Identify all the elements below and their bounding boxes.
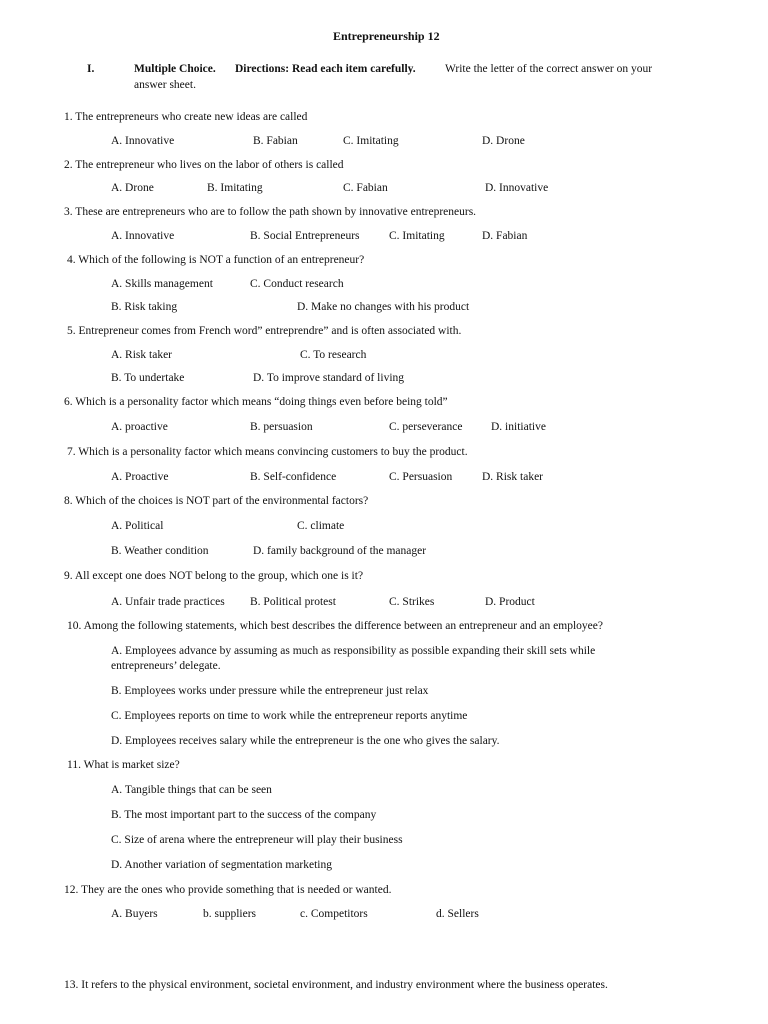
answer-option: C. Size of arena where the entrepreneur will play their business	[111, 834, 403, 846]
question-text: 5. Entrepreneur comes from French word” entreprendre” and is often associated with.	[67, 325, 462, 337]
question-text: 11. What is market size?	[67, 759, 180, 771]
question-text: 9. All except one does NOT belong to the group, which one is it?	[64, 570, 364, 582]
answer-option: D. To improve standard of living	[253, 372, 405, 384]
answer-option: B. persuasion	[250, 421, 313, 433]
answer-option: D. Employees receives salary while the entrepreneur is the one who gives the salary.	[111, 735, 500, 747]
answer-option: A. Buyers	[111, 908, 158, 920]
answer-option: C. Fabian	[343, 182, 388, 194]
question-text: 12. They are the ones who provide something that is needed or wanted.	[64, 884, 392, 896]
question-text: 13. It refers to the physical environment, societal environment, and industry environment where the business operates.	[64, 979, 608, 991]
answer-option: A. Political	[111, 520, 164, 532]
answer-option: D. family background of the manager	[253, 545, 427, 557]
answer-option: C. Conduct research	[250, 278, 344, 290]
directions-bold: Directions: Read each item carefully.	[235, 63, 416, 75]
document-title: Entrepreneurship 12	[333, 29, 440, 43]
answer-option: C. Persuasion	[389, 471, 453, 483]
answer-option: d. Sellers	[436, 908, 479, 920]
answer-option: A. proactive	[111, 421, 168, 433]
answer-option: D. Product	[485, 596, 535, 608]
answer-option: B. To undertake	[111, 372, 185, 384]
answer-option: A. Employees advance by assuming as much as responsibility as possible expanding their skill sets while	[111, 645, 596, 657]
question-text: 2. The entrepreneur who lives on the labor of others is called	[64, 159, 344, 171]
answer-option: B. Social Entrepreneurs	[250, 230, 360, 242]
answer-option-cont: entrepreneurs’ delegate.	[111, 660, 221, 672]
answer-option: C. Strikes	[389, 596, 435, 608]
answer-option: B. Risk taking	[111, 301, 178, 313]
answer-option: A. Innovative	[111, 230, 175, 242]
answer-option: D. Make no changes with his product	[297, 301, 470, 313]
answer-option: A. Unfair trade practices	[111, 596, 225, 608]
answer-option: A. Risk taker	[111, 349, 173, 361]
question-text: 4. Which of the following is NOT a function of an entrepreneur?	[67, 254, 365, 266]
answer-option: A. Proactive	[111, 471, 169, 483]
answer-option: D. Fabian	[482, 230, 528, 242]
answer-option: D. initiative	[491, 421, 546, 433]
answer-option: C. perseverance	[389, 421, 463, 433]
question-text: 6. Which is a personality factor which means “doing things even before being told”	[64, 396, 448, 408]
answer-option: b. suppliers	[203, 908, 257, 920]
answer-option: C. climate	[297, 520, 345, 532]
question-text: 8. Which of the choices is NOT part of the environmental factors?	[64, 495, 369, 507]
question-text: 10. Among the following statements, which best describes the difference between an entrepreneur and an employee?	[67, 620, 603, 632]
question-text: 7. Which is a personality factor which means convincing customers to buy the product.	[67, 446, 468, 458]
answer-option: A. Tangible things that can be seen	[111, 784, 272, 796]
directions-text: Write the letter of the correct answer on your	[445, 63, 653, 75]
section-heading: Multiple Choice.	[134, 63, 216, 75]
answer-option: D. Innovative	[485, 182, 549, 194]
answer-option: c. Competitors	[300, 908, 368, 920]
question-text: 1. The entrepreneurs who create new ideas are called	[64, 111, 308, 123]
answer-option: B. The most important part to the success of the company	[111, 809, 377, 821]
answer-option: A. Drone	[111, 182, 154, 194]
answer-option: B. Fabian	[253, 135, 298, 147]
answer-option: C. Imitating	[343, 135, 399, 147]
answer-option: B. Political protest	[250, 596, 336, 608]
answer-option: B. Weather condition	[111, 545, 209, 557]
answer-option: D. Drone	[482, 135, 525, 147]
directions-text-cont: answer sheet.	[134, 79, 196, 91]
section-number: I.	[87, 63, 95, 75]
answer-option: C. Imitating	[389, 230, 445, 242]
question-text: 3. These are entrepreneurs who are to follow the path shown by innovative entrepreneurs.	[64, 206, 477, 218]
answer-option: C. Employees reports on time to work while the entrepreneur reports anytime	[111, 710, 468, 722]
answer-option: C. To research	[300, 349, 367, 361]
answer-option: B. Imitating	[207, 182, 263, 194]
answer-option: B. Self-confidence	[250, 471, 337, 483]
answer-option: D. Risk taker	[482, 471, 544, 483]
answer-option: B. Employees works under pressure while the entrepreneur just relax	[111, 685, 429, 697]
answer-option: A. Skills management	[111, 278, 213, 290]
answer-option: A. Innovative	[111, 135, 175, 147]
answer-option: D. Another variation of segmentation marketing	[111, 859, 332, 871]
